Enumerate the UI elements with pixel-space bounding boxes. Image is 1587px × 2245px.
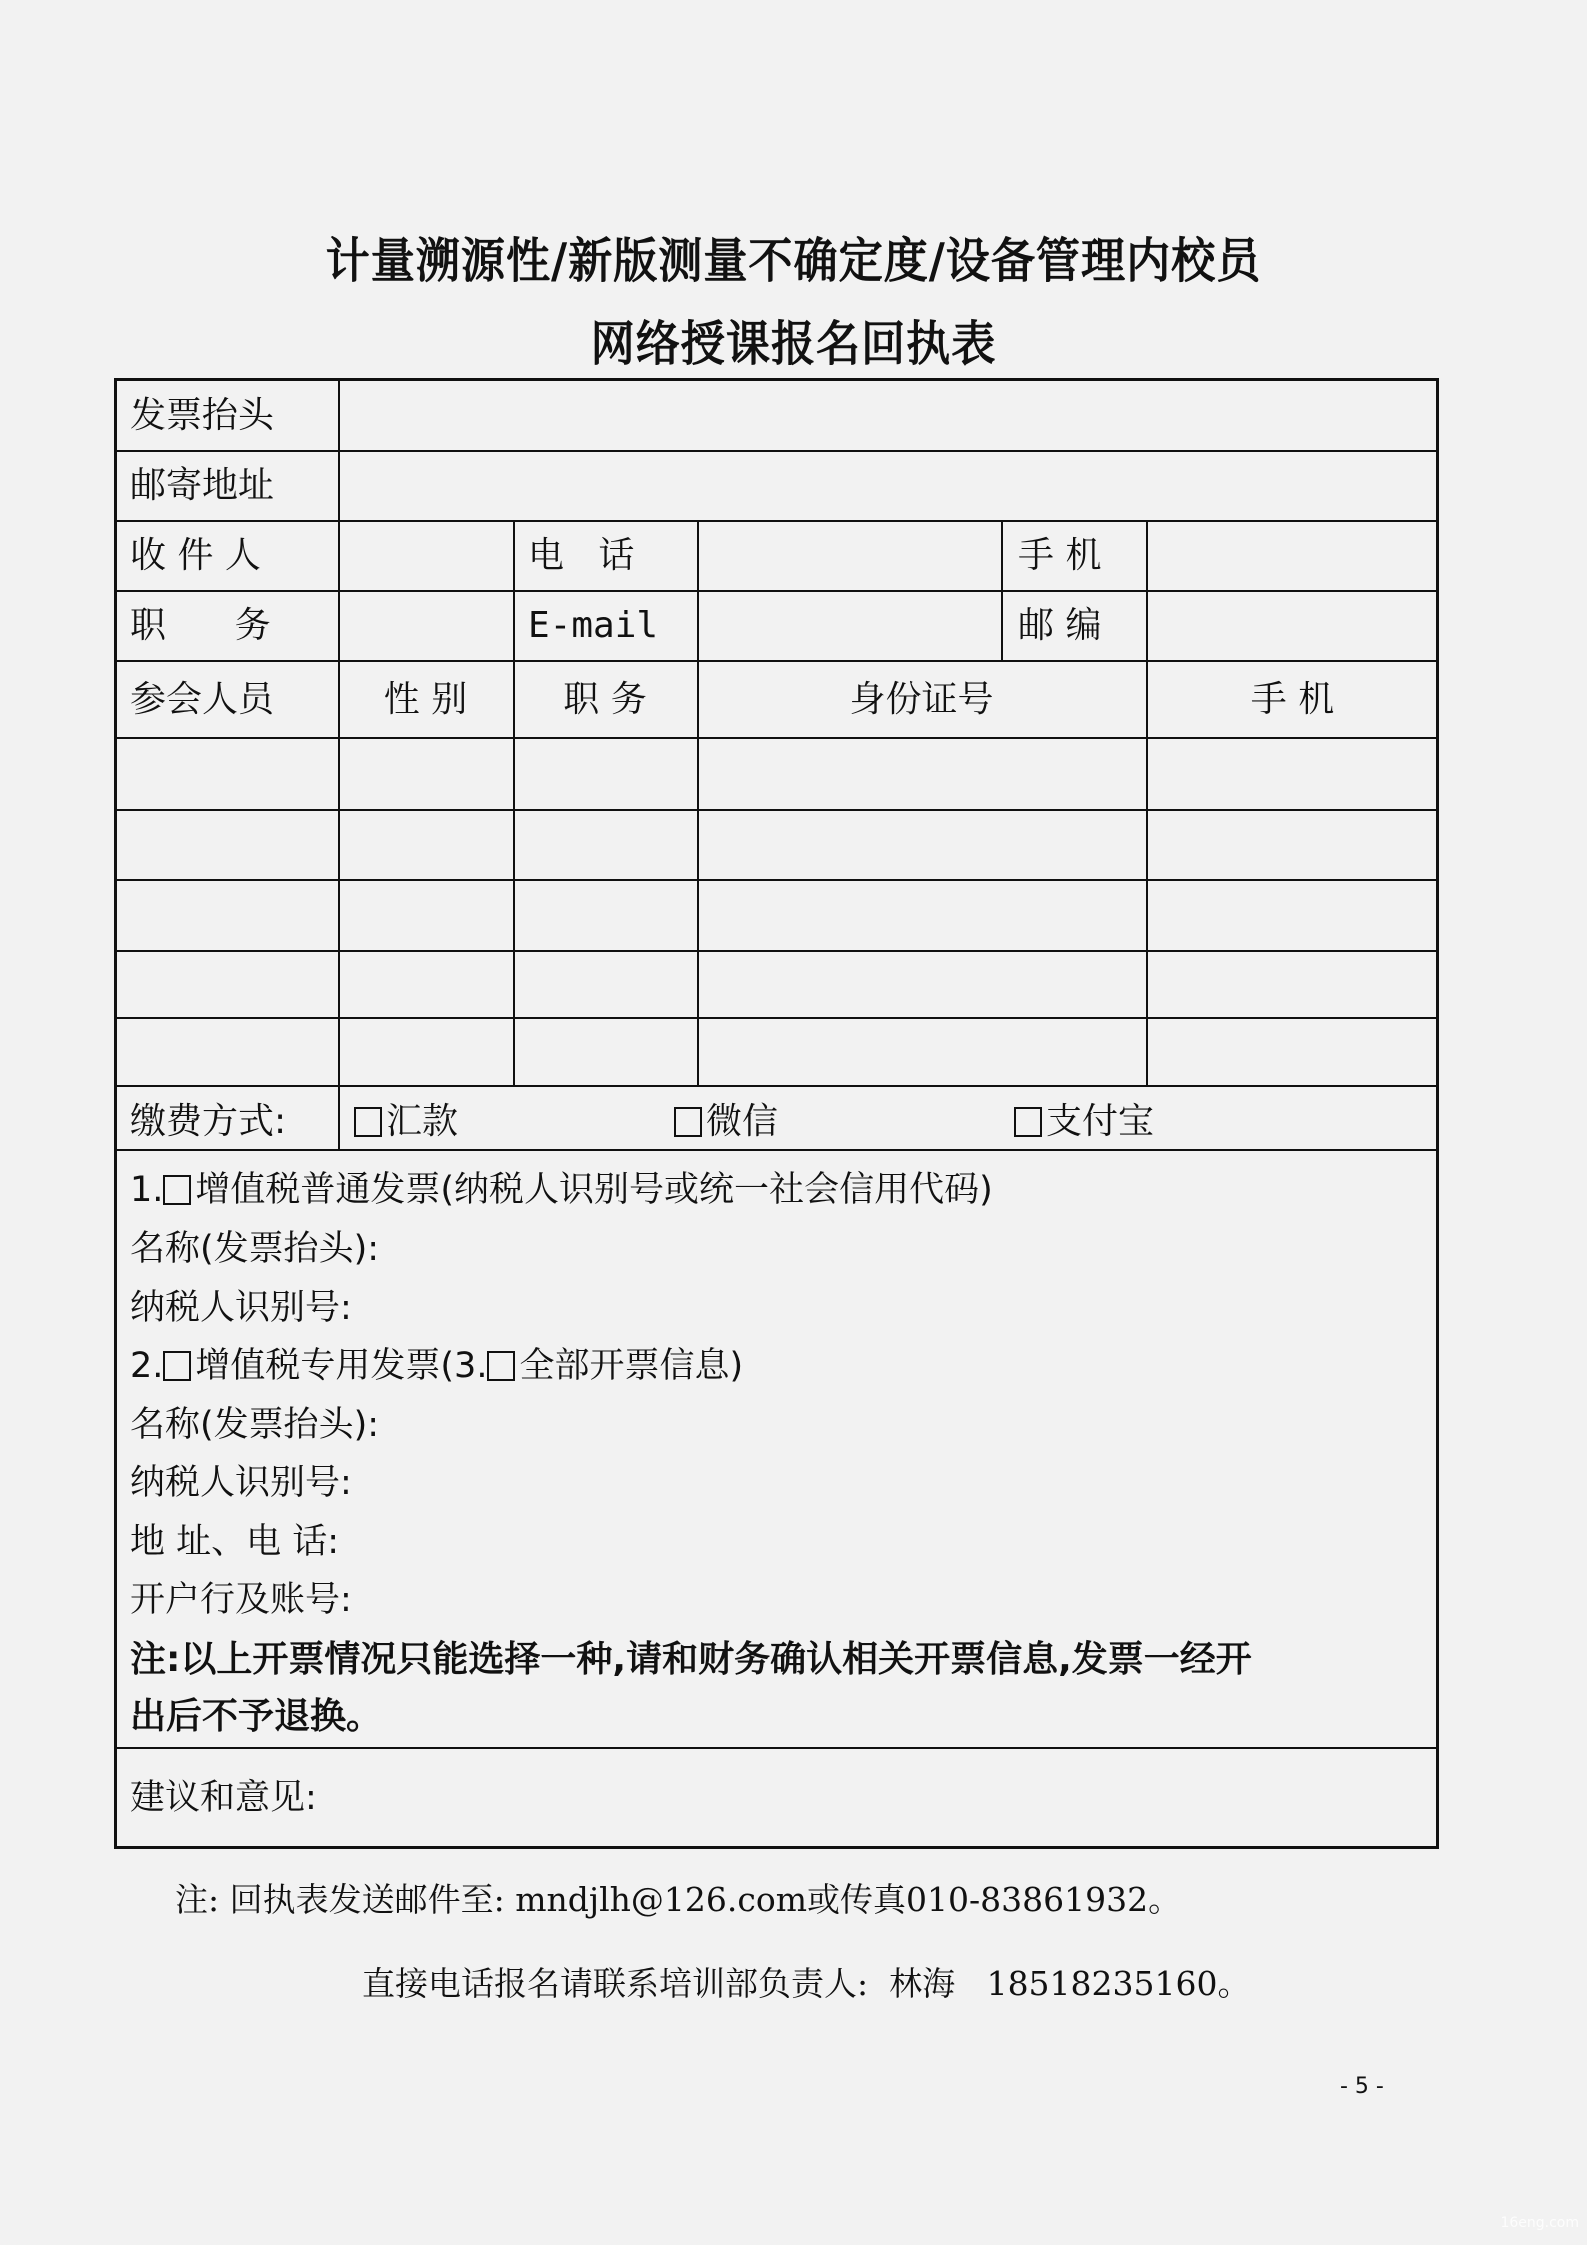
col-divider <box>1001 520 1003 660</box>
email-field[interactable] <box>699 592 999 658</box>
mailing-address-field[interactable] <box>340 452 1437 518</box>
postcode-field[interactable] <box>1148 592 1437 658</box>
checkbox[interactable] <box>354 1107 382 1137</box>
invoice-title-label: 发票抬头 <box>130 395 275 436</box>
recipient-field[interactable] <box>340 522 511 588</box>
position-label: 职 务 <box>130 605 271 646</box>
invoice-address-phone: 地 址、电 话: <box>130 1522 340 1562</box>
invoice-name-2: 名称(发票抬头): <box>130 1405 380 1445</box>
attendee-row-3[interactable] <box>116 882 1436 948</box>
payment-option-alipay[interactable]: 支付宝 <box>1014 1102 1154 1142</box>
checkbox[interactable] <box>674 1107 702 1137</box>
row-divider <box>114 950 1439 952</box>
row-divider <box>114 809 1439 811</box>
invoice-taxid-1: 纳税人识别号: <box>130 1288 352 1328</box>
phone-label: 电 话 <box>528 535 635 576</box>
suggestions-field[interactable] <box>116 1750 1436 1846</box>
row-divider <box>114 1747 1439 1749</box>
postcode-label: 邮 编 <box>1018 605 1102 646</box>
invoice-option-2[interactable]: 2. 增值税专用发票(3. 全部开票信息) <box>130 1346 744 1386</box>
mobile-field[interactable] <box>1148 522 1437 588</box>
row-divider <box>114 879 1439 881</box>
footer-contact: 直接电话报名请联系培训部负责人: 林海 18518235160。 <box>362 1964 1251 2003</box>
page-title-line1: 计量溯源性/新版测量不确定度/设备管理内校员 <box>325 233 1262 289</box>
phone-field[interactable] <box>699 522 999 588</box>
attendee-row-2[interactable] <box>116 812 1436 877</box>
position-field[interactable] <box>340 592 511 658</box>
row-divider <box>114 1085 1439 1087</box>
checkbox[interactable] <box>487 1351 515 1381</box>
row-divider <box>114 1017 1439 1019</box>
checkbox[interactable] <box>1014 1107 1042 1137</box>
recipient-label: 收 件 人 <box>130 535 261 576</box>
email-label: E-mail <box>528 605 659 646</box>
footer-note: 注: 回执表发送邮件至: mndjlh@126.com或传真010-83861932。 <box>175 1880 1182 1919</box>
suggestions-label: 建议和意见: <box>130 1778 317 1818</box>
attendee-header-id-number: 身份证号 <box>849 679 994 720</box>
checkbox[interactable] <box>163 1175 191 1205</box>
invoice-option-1[interactable]: 1. 增值税普通发票(纳税人识别号或统一社会信用代码) <box>130 1170 993 1210</box>
attendee-header-gender: 性 别 <box>383 679 468 720</box>
mobile-label: 手 机 <box>1018 535 1102 576</box>
attendee-row-5[interactable] <box>116 1020 1436 1083</box>
attendee-row-1[interactable] <box>116 740 1436 807</box>
attendee-header-mobile: 手 机 <box>1250 679 1335 720</box>
payment-option-remittance[interactable]: 汇款 <box>354 1102 458 1142</box>
mailing-address-label: 邮寄地址 <box>130 465 275 506</box>
page-number: - 5 - <box>1340 2074 1384 2099</box>
checkbox[interactable] <box>163 1351 191 1381</box>
row-divider <box>114 660 1439 662</box>
payment-option-wechat[interactable]: 微信 <box>674 1102 778 1142</box>
watermark: 16eng.com <box>1500 2215 1579 2231</box>
attendee-header-position: 职 务 <box>563 679 647 720</box>
row-divider <box>114 737 1439 739</box>
row-divider <box>114 1149 1439 1151</box>
attendee-row-4[interactable] <box>116 953 1436 1015</box>
invoice-bank-account: 开户行及账号: <box>130 1580 352 1620</box>
invoice-note-line2: 出后不予退换。 <box>130 1696 383 1737</box>
payment-method-label: 缴费方式: <box>130 1101 287 1142</box>
invoice-title-field[interactable] <box>340 380 1437 448</box>
invoice-note-line1: 注:以上开票情况只能选择一种,请和财务确认相关开票信息,发票一经开 <box>130 1639 1252 1680</box>
invoice-name-1: 名称(发票抬头): <box>130 1229 380 1269</box>
attendee-header-name: 参会人员 <box>130 679 275 720</box>
invoice-taxid-2: 纳税人识别号: <box>130 1463 352 1503</box>
page-title-line2: 网络授课报名回执表 <box>590 316 997 372</box>
